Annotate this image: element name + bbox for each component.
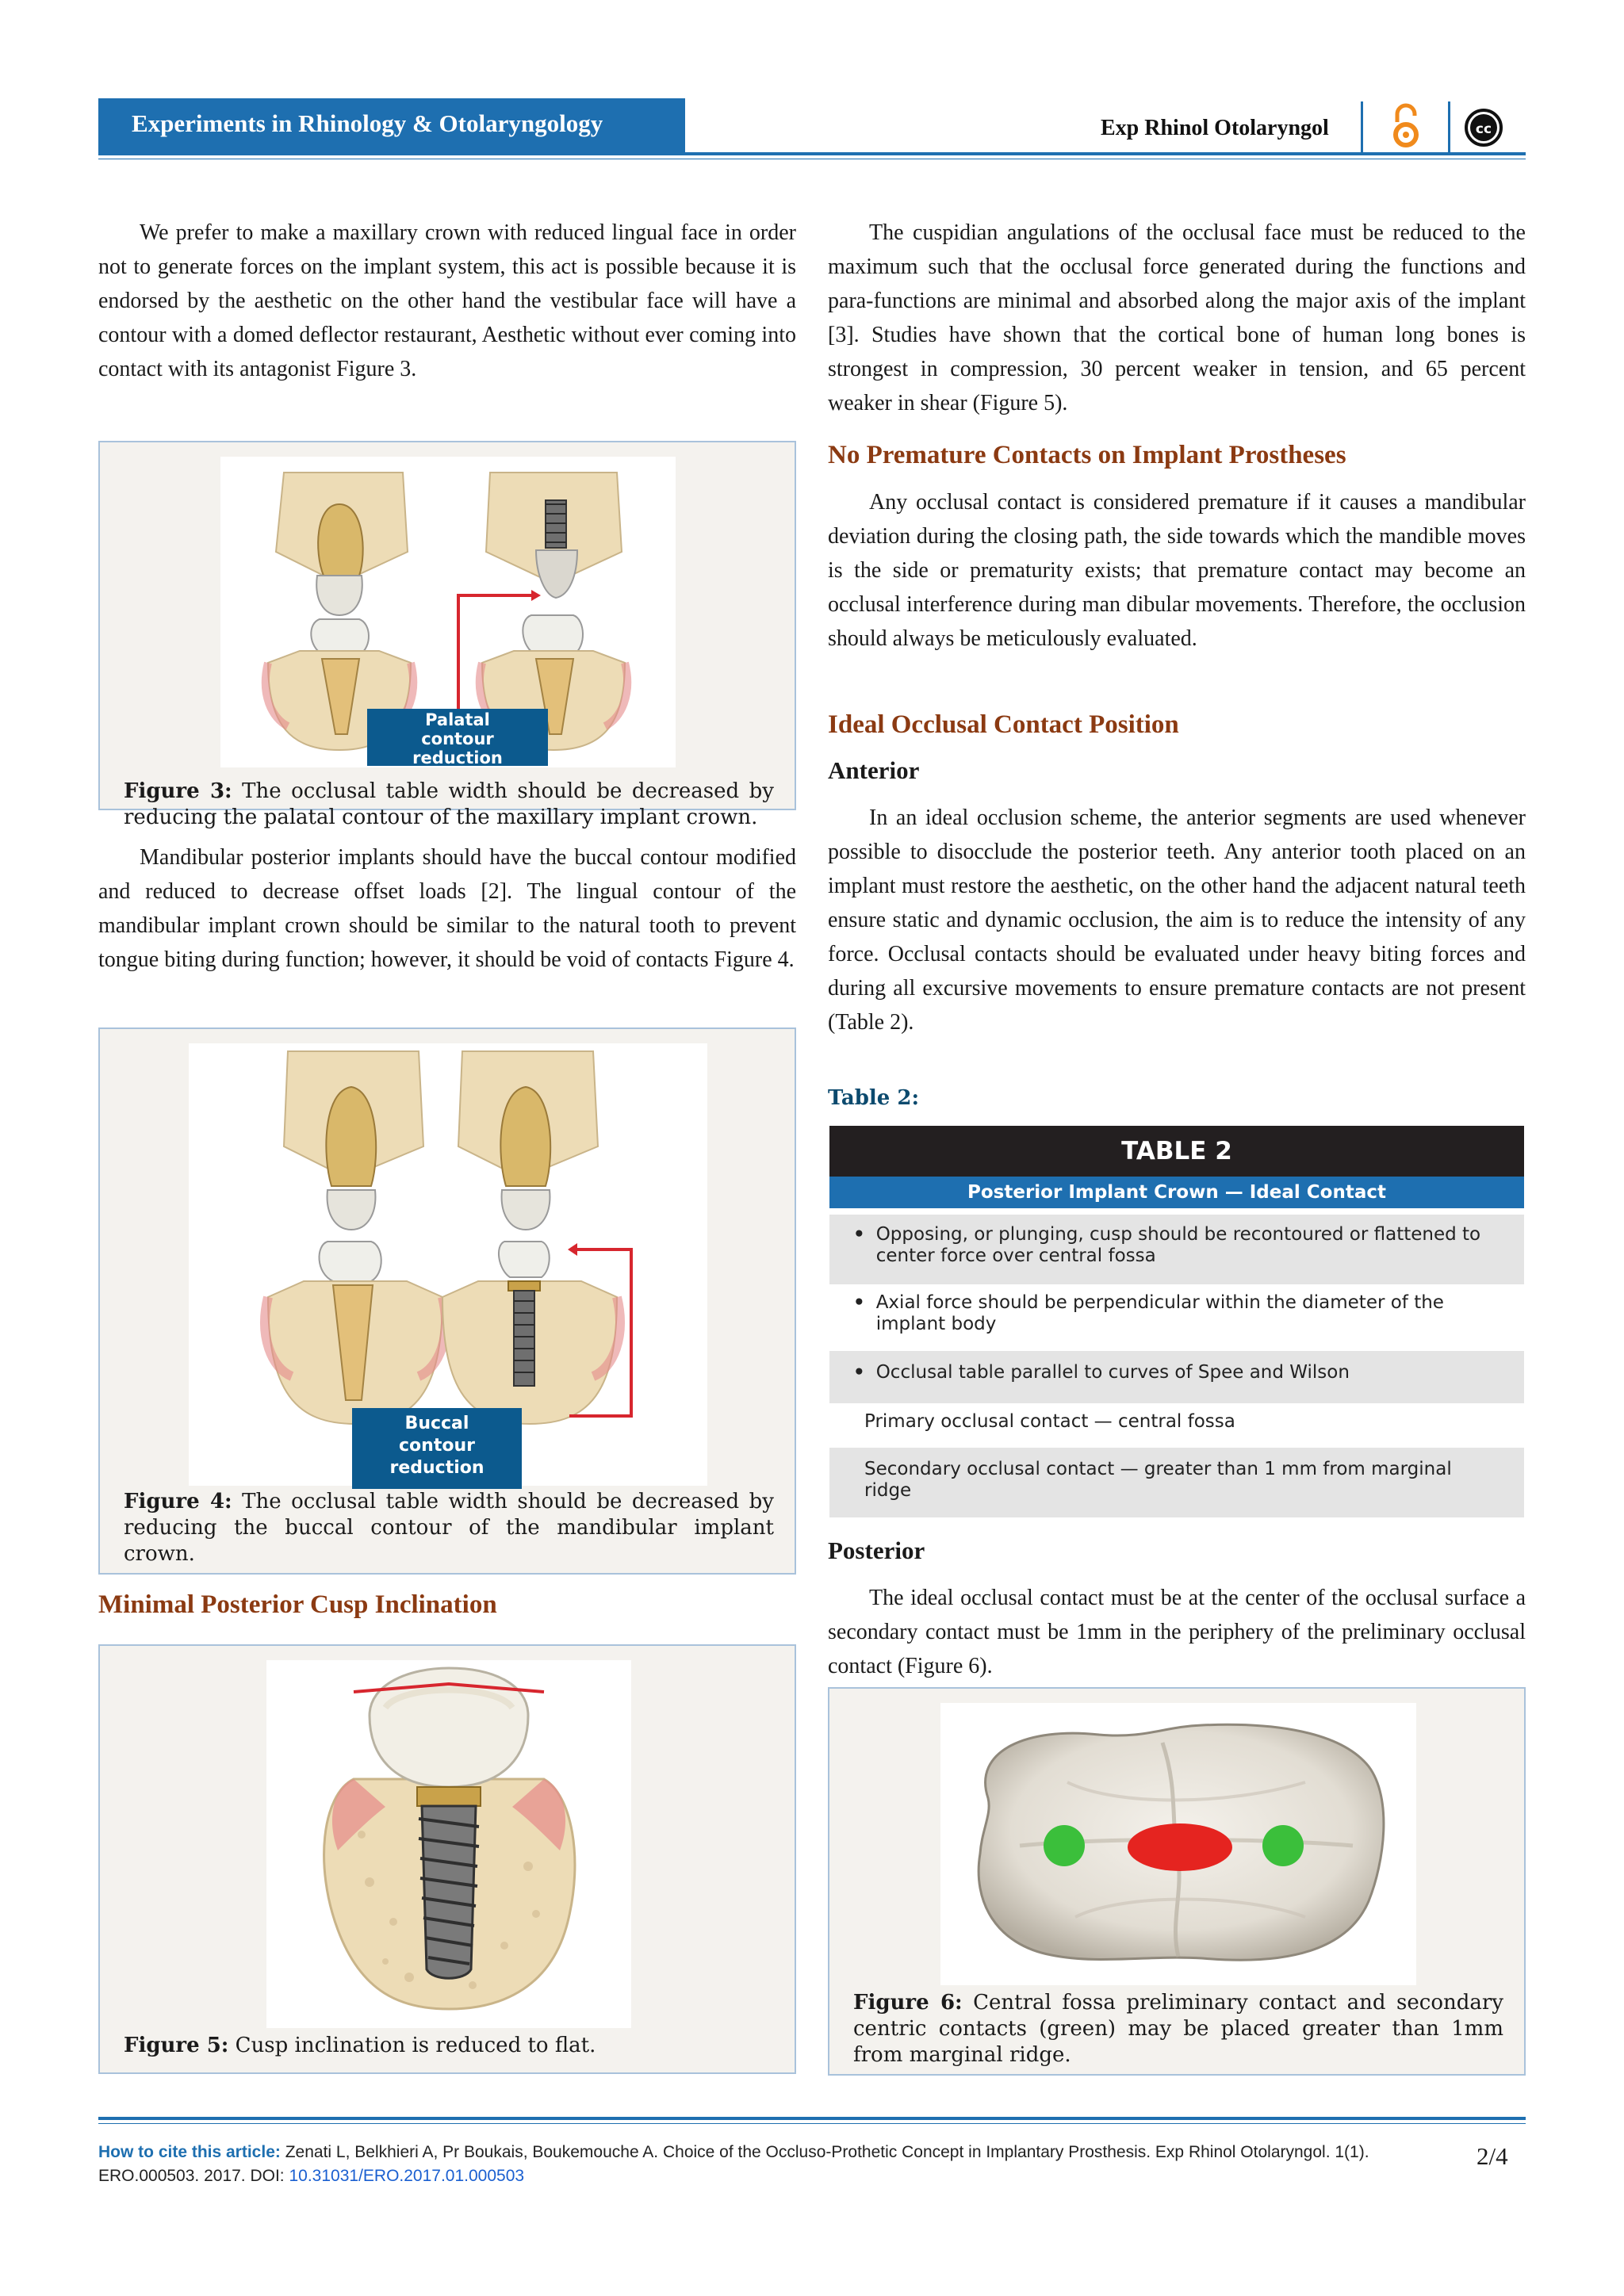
primary-contact-marker [1128,1823,1232,1871]
paragraph-mandibular-implants: Mandibular posterior implants should have the buccal contour modified and reduced to decrease offset loads [2]. The lingual contour of the mandibular implant crown should be similar to the natural tooth to prevent tongue biting during function; however, it should be void of contacts Figure 4. [98,845,796,972]
paragraph-posterior: The ideal occlusal contact must be at the center of the occlusal surface a secondary contact must be 1mm in the periphery of the preliminary occlusal contact (Figure 6). [828,1586,1526,1678]
figure-6-image [940,1703,1416,1985]
figure-4 [98,1027,796,1575]
footer-rule [98,2117,1526,2120]
heading-minimal-posterior-cusp: Minimal Posterior Cusp Inclination [98,1590,497,1619]
figure-5-caption [124,2033,774,2059]
figure-5-label: Figure 5: [124,2034,229,2057]
journal-abbreviation: Exp Rhinol Otolaryngol [1101,116,1329,140]
heading-anterior: Anterior [828,756,920,784]
table-2-row: • Opposing, or plunging, cusp should be recontoured or flattened to center force over central fossa [829,1215,1524,1284]
header-separator-2 [1448,101,1450,152]
figure-5-caption-text: Cusp inclination is reduced to flat. [235,2034,596,2057]
figure-4-caption-text: The occlusal table width should be decreased by reducing the buccal contour of the mandibular implant crown. [124,1490,774,1566]
citation-label: How to cite this article: [98,2143,281,2161]
table-2-row: Primary occlusal contact — central fossa [864,1411,1235,1432]
palatal-contour-label: Palatal contour reduction [367,709,548,766]
secondary-contact-marker [1262,1825,1304,1866]
figure-5 [98,1644,796,2074]
table-2-row: • Occlusal table parallel to curves of Spee and Wilson [829,1351,1524,1403]
header-rule [98,152,1526,155]
figure-4-image [189,1043,707,1486]
heading-ideal-occlusal-contact: Ideal Occlusal Contact Position [828,710,1179,739]
heading-posterior: Posterior [828,1536,925,1564]
citation [98,2141,1446,2188]
table-2-label: Table 2: [828,1086,920,1110]
figure-3-caption-text: The occlusal table width should be decreased by reducing the palatal contour of the maxillary implant crown. [124,779,774,829]
header-separator [1361,101,1363,152]
figure-3 [98,441,796,829]
svg-text:cc: cc [1475,121,1492,137]
paragraph-maxillary-crown: We prefer to make a maxillary crown with reduced lingual face in order not to generate forces on the implant system, this act is possible because it is endorsed by the aesthetic on the other hand the vestibular face will have a contour with a domed deflector restaurant, Aesthetic without ever coming into contact with its antagonist Figure 3. [98,220,796,381]
journal-title: Experiments in Rhinology & Otolaryngology [132,109,603,137]
open-access-icon [1386,101,1426,152]
figure-3-image [220,457,676,767]
doi-link[interactable]: 10.31031/ERO.2017.01.000503 [289,2167,525,2185]
paragraph-anterior: In an ideal occlusion scheme, the anterior segments are used whenever possible to disocclude the posterior teeth. Any anterior tooth placed on an implant must restore the aesthetic, on the other hand the adjacent natural teeth ensure static and dynamic occlusion, the aim is to reduce the intensity of any force. Occlusal contacts should be evaluated under heavy biting forces and during all excursive movements to ensure premature contacts are not present (Table 2). [828,806,1526,1035]
figure-4-caption [124,1489,774,1567]
table-2 [829,1126,1524,1519]
paragraph-premature-contact: Any occlusal contact is considered premature if it causes a mandibular deviation during the closing path, the side towards which the mandible moves is the side or prematurity exists; that premature contact may become an occlusal interference during man dibular movements. Therefore, the occlusion should always be meticulously evaluated. [828,490,1526,651]
figure-6-caption [853,1990,1503,2068]
figure-6-label: Figure 6: [853,1991,963,2015]
table-2-row: Secondary occlusal contact — greater than 1 mm from marginal ridge [829,1448,1524,1517]
page-number: 2/4 [1477,2142,1508,2170]
figure-4-label: Figure 4: [124,1490,232,1513]
buccal-contour-label: Buccal contour reduction [352,1408,522,1489]
table-2-subtitle: Posterior Implant Crown — Ideal Contact [829,1177,1524,1208]
figure-6-caption-text: Central fossa preliminary contact and secondary centric contacts (green) may be placed greater than 1mm from marginal ridge. [853,1991,1503,2067]
table-2-row: • Axial force should be perpendicular within the diameter of the implant body [853,1292,1444,1334]
figure-3-label: Figure 3: [124,779,232,803]
figure-6 [828,1687,1526,2076]
heading-no-premature-contacts: No Premature Contacts on Implant Prostheses [828,441,1346,469]
citation-text: Zenati L, Belkhieri A, Pr Boukais, Boukemouche A. Choice of the Occluso-Prothetic Concept in Implantary Prosthesis. Exp Rhinol Otolaryngol. 1(1). ERO.000503. 2017. DOI: [98,2143,1369,2185]
footer-rule-thin [98,2123,1526,2124]
paragraph-cuspidian-angulations: The cuspidian angulations of the occlusal face must be reduced to the maximum such that the occlusal force generated during the functions and para-functions are minimal and absorbed along the major axis of the implant [3]. Studies have shown that the cortical bone of human long bones is strongest in compression, 30 percent weaker in tension, and 65 percent weaker in shear (Figure 5). [828,220,1526,415]
figure-5-image [266,1660,631,2028]
table-2-title: TABLE 2 [829,1126,1524,1177]
creative-commons-icon [1464,108,1503,147]
figure-3-caption [124,779,774,831]
secondary-contact-marker [1044,1825,1085,1866]
